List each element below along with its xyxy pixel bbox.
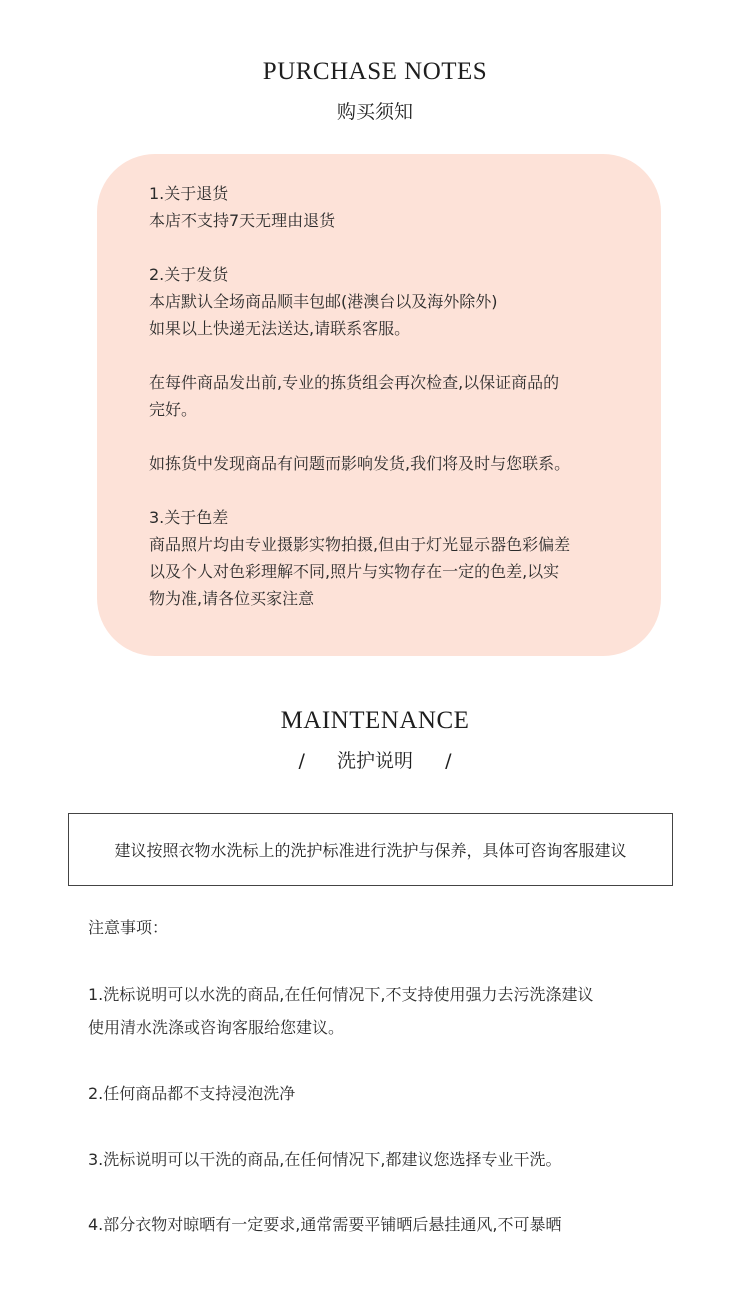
care-item-4: 4.部分衣物对晾晒有一定要求,通常需要平铺晒后悬挂通风,不可暴晒: [88, 1215, 562, 1234]
maintenance-subtitle: / 洗护说明 /: [298, 750, 452, 772]
purchase-notes-card: [97, 154, 661, 656]
shipping-policy-block: 2.关于发货 本店默认全场商品顺丰包邮(港澳台以及海外除外) 如果以上快递无法送达,请联系客服。: [149, 265, 498, 338]
purchase-notes-body: [149, 180, 629, 612]
care-item-2: 2.任何商品都不支持浸泡洗净: [88, 1084, 296, 1103]
wash-advice-text: 建议按照衣物水洗标上的洗护标准进行洗护与保养，具体可咨询客服建议: [114, 841, 627, 860]
maintenance-title: MAINTENANCE: [280, 707, 470, 734]
purchase-notes-title: PURCHASE NOTES: [262, 58, 488, 85]
notice-label: 注意事项：: [88, 918, 169, 937]
wash-advice-box: [68, 813, 673, 886]
issue-contact-note: 如拣货中发现商品有问题而影响发货,我们将及时与您联系。: [149, 454, 571, 473]
return-policy-block: 1.关于退货 本店不支持7天无理由退货: [149, 184, 336, 230]
inspection-note: 在每件商品发出前,专业的拣货组会再次检查,以保证商品的 完好。: [149, 373, 560, 419]
care-item-3: 3.洗标说明可以干洗的商品,在任何情况下,都建议您选择专业干洗。: [88, 1150, 562, 1169]
care-item-1: 1.洗标说明可以水洗的商品,在任何情况下,不支持使用强力去污洗涤建议 使用清水洗涤或咨询客服给您建议。: [88, 985, 594, 1037]
color-difference-block: 3.关于色差 商品照片均由专业摄影实物拍摄,但由于灯光显示器色彩偏差 以及个人对色彩理解不同,照片与实物存在一定的色差,以实 物为准,请各位买家注意: [149, 508, 571, 608]
purchase-notes-subtitle: 购买须知: [336, 101, 413, 123]
